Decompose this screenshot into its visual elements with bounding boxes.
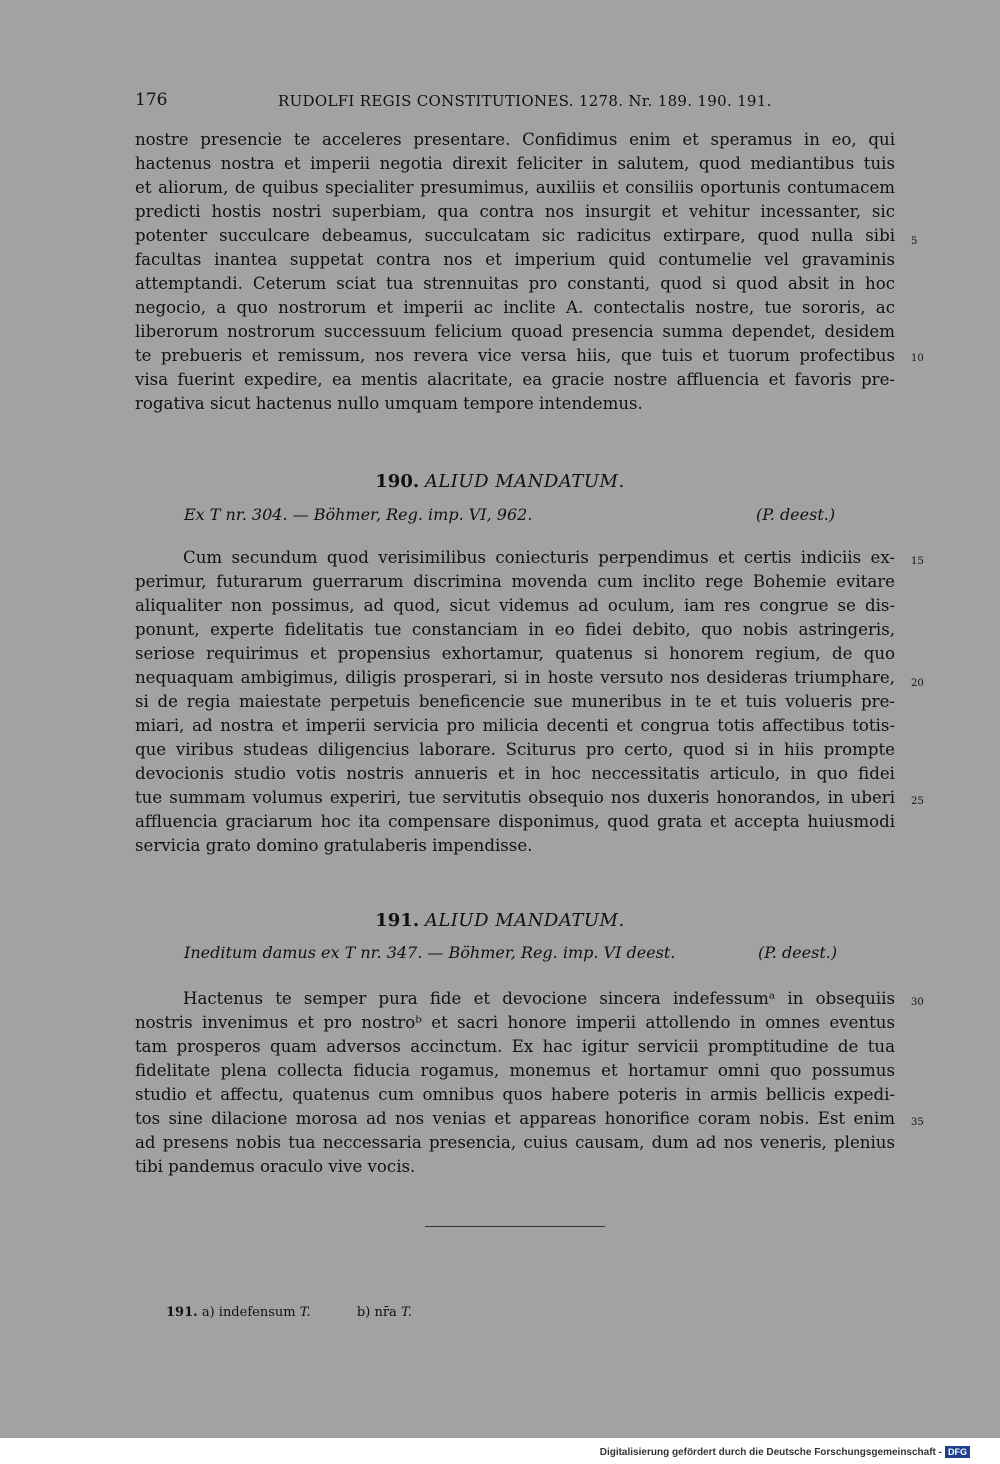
document-title: ALIUD MANDATUM. [424, 910, 625, 931]
text-line: attemptandi. Ceterum sciat tua strennuitas pro constanti, quod si quod absit in hoc [135, 274, 895, 293]
document-title: ALIUD MANDATUM. [424, 471, 625, 492]
text-line: predicti hostis nostri superbiam, qua contra nos insurgit et vehitur incessanter, sic [135, 202, 895, 221]
section-divider [425, 1226, 605, 1227]
text-line: servicia grato domino gratulaberis impendisse. [135, 836, 533, 855]
footnote-doc-number: 191. [166, 1305, 198, 1320]
footnote-a-text: indefensum [218, 1305, 296, 1320]
line-number: 15 [911, 556, 924, 567]
text-line: affluencia graciarum hoc ita compensare disponimus, quod grata et accepta huiusmodi [135, 812, 895, 831]
footnote-b-siglum: T. [400, 1305, 412, 1320]
text-line: nequaquam ambigimus, diligis prosperari, si in hoste versuto nos desideras triumphare, [135, 668, 895, 687]
text-line: studio et affectu, quatenus cum omnibus quos habere poteris in armis bellicis expedi- [135, 1085, 895, 1104]
credit-text: Digitalisierung gefördert durch die Deutsche Forschungsgemeinschaft - [599, 1447, 942, 1458]
source-citation: Ex T nr. 304. — Böhmer, Reg. imp. VI, 962. [184, 505, 533, 524]
text-line: potenter succulcare debeamus, succulcatam sic radicitus extirpare, quod nulla sibi [135, 226, 895, 245]
document-heading-191 [0, 910, 1000, 931]
section-190-text [135, 546, 895, 858]
footnote-a-mark: a) [201, 1305, 215, 1320]
text-line: tue summam volumus experiri, tue servitutis obsequio nos duxeris honorandos, in uberi [135, 788, 895, 807]
line-number: 5 [911, 236, 918, 247]
line-number: 35 [911, 1117, 924, 1128]
text-line: hactenus nostra et imperii negotia direxit feliciter in salutem, quod mediantibus tuis [135, 154, 895, 173]
text-line: Hactenus te semper pura fide et devocione sincera indefessumᵃ in obsequiis [183, 989, 895, 1008]
source-note-191 [184, 943, 844, 962]
text-line: tam prosperos quam adversos accinctum. Ex hac igitur servicii promptitudine de tua [135, 1037, 895, 1056]
source-note-190 [184, 505, 844, 524]
digitization-credit [600, 1446, 970, 1458]
section-191-text [135, 987, 895, 1179]
text-line: te prebueris et remissum, nos revera vice versa hiis, que tuis et tuorum profectibus [135, 346, 895, 365]
line-number: 20 [911, 678, 924, 689]
line-number: 25 [911, 796, 924, 807]
text-line: seriose requirimus et propensius exhortamur, quatenus si honorem regium, de quo [135, 644, 895, 663]
section-189-text [135, 128, 895, 416]
text-line: et aliorum, de quibus specialiter presumimus, auxiliis et consiliis oportunis contumacem [135, 178, 895, 197]
page-number: 176 [135, 90, 168, 110]
text-line: tibi pandemus oraculo vive vocis. [135, 1157, 416, 1176]
text-line: tos sine dilacione morosa ad nos venias et appareas honorifice coram nobis. Est enim [135, 1109, 895, 1128]
text-line: nostre presencie te acceleres presentare. Confidimus enim et speramus in eo, qui [135, 130, 895, 149]
dfg-logo: DFG [945, 1446, 970, 1458]
text-line: devocionis studio votis nostris annueris et in hoc neccessitatis articulo, in quo fidei [135, 764, 895, 783]
line-number: 30 [911, 997, 924, 1008]
document-number: 191. [375, 910, 420, 931]
text-line: perimur, futurarum guerrarum discrimina movenda cum inclito rege Bohemie evitare [135, 572, 895, 591]
text-line: negocio, a quo nostrorum et imperii ac inclite A. contectalis nostre, tue sororis, ac [135, 298, 895, 317]
text-line: si de regia maiestate perpetuis beneficencie sue muneribus in te et tuis volueris pre- [135, 692, 895, 711]
running-head: RUDOLFI REGIS CONSTITUTIONES. 1278. Nr. 189. 190. 191. [278, 92, 772, 110]
footnotes [166, 1305, 412, 1320]
text-line: nostris invenimus et pro nostroᵇ et sacri honore imperii attollendo in omnes eventus [135, 1013, 895, 1032]
document-heading-190 [0, 471, 1000, 492]
source-citation: Ineditum damus ex T nr. 347. — Böhmer, Reg. imp. VI deest. [184, 943, 676, 962]
text-line: Cum secundum quod verisimilibus coniecturis perpendimus et certis indiciis ex- [183, 548, 895, 567]
text-line: ponunt, experte fidelitatis tue constanciam in eo fidei debito, quo nobis astringeris, [135, 620, 895, 639]
text-line: fidelitate plena collecta fiducia rogamus, monemus et hortamur omni quo possumus [135, 1061, 895, 1080]
source-print-status: (P. deest.) [758, 943, 838, 962]
source-print-status: (P. deest.) [756, 505, 836, 524]
footnote-a-siglum: T. [299, 1305, 311, 1320]
footnote-b-text: nr̄a [374, 1305, 397, 1320]
document-number: 190. [375, 471, 420, 492]
line-number: 10 [911, 353, 924, 364]
footnote-b-mark: b) [356, 1305, 371, 1320]
text-line: facultas inantea suppetat contra nos et imperium quid contumelie vel gravaminis [135, 250, 895, 269]
text-line: miari, ad nostra et imperii servicia pro milicia decenti et congrua totis affectibus totis- [135, 716, 895, 735]
text-line: visa fuerint expedire, ea mentis alacritate, ea gracie nostre affluencia et favoris pre- [135, 370, 895, 389]
text-line: rogativa sicut hactenus nullo umquam tempore intendemus. [135, 394, 643, 413]
text-line: que viribus studeas diligencius laborare. Sciturus pro certo, quod si in hiis prompte [135, 740, 895, 759]
text-line: aliqualiter non possimus, ad quod, sicut videmus ad oculum, iam res congrue se dis- [135, 596, 895, 615]
text-line: liberorum nostrorum successuum felicium quoad presencia summa dependet, desidem [135, 322, 895, 341]
text-line: ad presens nobis tua neccessaria presencia, cuius causam, dum ad nos veneris, plenius [135, 1133, 895, 1152]
